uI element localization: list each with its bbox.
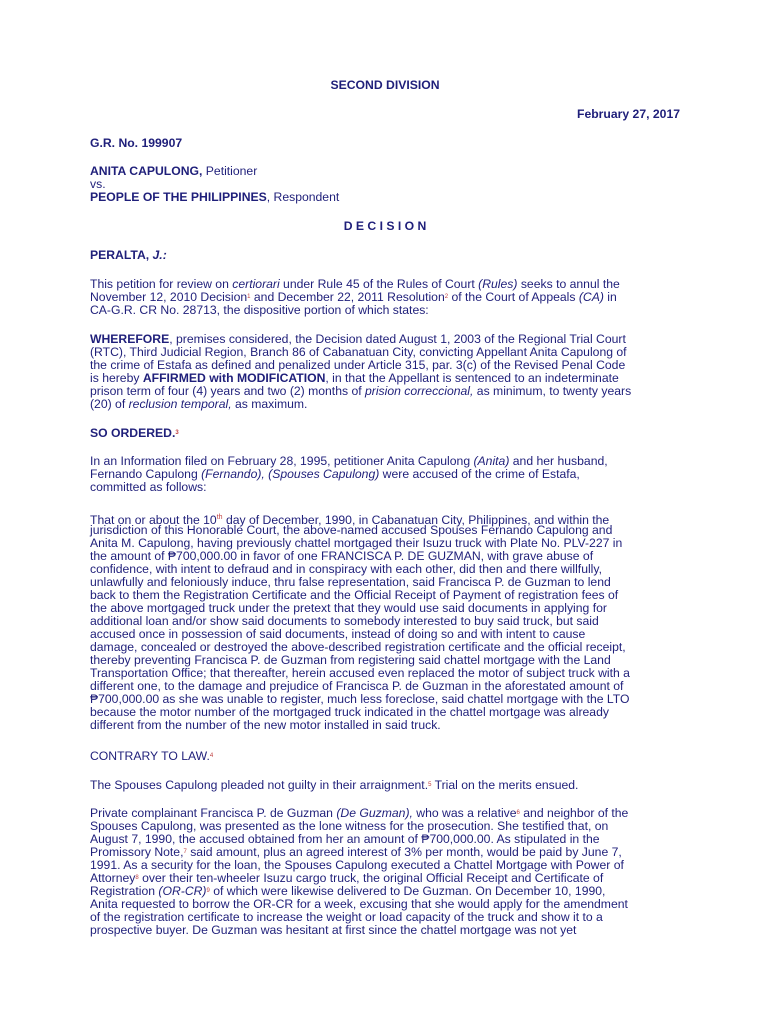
ordinal-suffix: th bbox=[216, 514, 223, 521]
text-line: prospective buyer. De Guzman was hesitant at first since the chattel mortgage was not yet bbox=[90, 923, 577, 937]
text-line: unlawfully and feloniously induce, thru false representation, said Francisca P. de Guzman to lend bbox=[90, 575, 611, 589]
petitioner-name: ANITA CAPULONG, bbox=[90, 164, 203, 178]
text-line: damage, concealed or destroyed the above-described registration certificate and the official receipt, bbox=[90, 640, 626, 654]
text-run: November 12, 2010 Decision bbox=[90, 290, 248, 304]
text-line: August 7, 1990, the accused obtained from her an amount of ₱700,000.00. As stipulated in the bbox=[90, 832, 600, 846]
text-run: Registration bbox=[90, 884, 159, 898]
text-run: Private complainant Francisca P. de Guzman bbox=[90, 806, 337, 820]
text-line: because the motor number of the mortgaged truck indicated in the chattel mortgage was already bbox=[90, 705, 609, 719]
text-run: (Anita) bbox=[473, 454, 510, 468]
footnote-link[interactable]: 4 bbox=[209, 753, 214, 759]
text-line: the amount of ₱700,000.00 in favor of one FRANCISCA P. DE GUZMAN, with grave abuse of bbox=[90, 549, 594, 563]
footnote-link[interactable]: 2 bbox=[444, 294, 449, 300]
text-run: said amount, plus an agreed interest of 3% per month, would be paid by June 7, bbox=[186, 845, 622, 859]
ponente-suffix: J.: bbox=[152, 248, 167, 262]
text-run: of which were likewise delivered to De Guzman. On December 10, 1990, bbox=[209, 884, 606, 898]
text-line: ₱700,000.00 as she was unable to register, much less foreclose, said chattel mortgage with the LTO bbox=[90, 692, 630, 706]
petitioner-role: Petitioner bbox=[205, 164, 258, 178]
text-run: under Rule 45 of the Rules of Court bbox=[279, 277, 479, 291]
arraignment-line bbox=[90, 779, 578, 792]
text-line: Anita requested to borrow the OR-CR for a week, excusing that she would apply for the amendment bbox=[90, 897, 628, 911]
text-run: This petition for review on bbox=[90, 277, 233, 291]
footnote-link[interactable]: 9 bbox=[206, 888, 210, 894]
text-run: In an Information filed on February 28, 1995, petitioner Anita Capulong bbox=[90, 454, 474, 468]
decision-date: February 27, 2017 bbox=[577, 107, 680, 121]
text-run: (OR-CR) bbox=[158, 884, 207, 898]
text-run: and neighbor of the bbox=[519, 806, 629, 820]
text-run: as maximum. bbox=[231, 397, 308, 411]
text-line: jurisdiction of this Honorable Court, the above-named accused Spouses Fernando Capulong and bbox=[90, 523, 613, 537]
text-run: The Spouses Capulong pleaded not guilty in their arraignment. bbox=[90, 778, 429, 792]
text-run: is hereby bbox=[90, 371, 143, 385]
versus-label: vs. bbox=[90, 177, 106, 191]
text-run: That on or about the 10 bbox=[90, 513, 217, 527]
text-run: reclusion temporal, bbox=[128, 397, 232, 411]
footnote-link[interactable]: 8 bbox=[135, 875, 139, 881]
text-run: Attorney bbox=[90, 871, 136, 885]
text-run: , in that the Appellant is sentenced to an indeterminate bbox=[325, 371, 619, 385]
text-run: certiorari bbox=[232, 277, 280, 291]
text-run: were accused of the crime of Estafa, bbox=[379, 467, 580, 481]
text-run: and her husband, bbox=[509, 454, 608, 468]
text-line: thereby preventing Francisca P. de Guzman from registering said chattel mortgage with the Land bbox=[90, 653, 611, 667]
gr-number: G.R. No. 199907 bbox=[90, 136, 183, 150]
respondent-name: PEOPLE OF THE PHILIPPINES bbox=[90, 190, 267, 204]
text-line: committed as follows: bbox=[90, 480, 207, 494]
text-run: and December 22, 2011 Resolution bbox=[250, 290, 445, 304]
contrary-to-law bbox=[90, 750, 213, 763]
so-ordered bbox=[90, 427, 179, 440]
division-heading: SECOND DIVISION bbox=[330, 78, 440, 92]
footnote-link[interactable]: 1 bbox=[247, 294, 251, 300]
text-run: of the Court of Appeals bbox=[448, 290, 579, 304]
text-line: accused once in possession of said documents, instead of doing so and with intent to cause bbox=[90, 627, 586, 641]
text-run: (CA) bbox=[578, 290, 604, 304]
text-line: of the registration certificate to increase the weight or load capacity of the truck and show it to a bbox=[90, 910, 603, 924]
text-line: Anita M. Capulong, having previously chattel mortgaged their Isuzu truck with Plate No. PLV-227 in bbox=[90, 536, 623, 550]
text-run: as minimum, to twenty years bbox=[473, 384, 632, 398]
respondent-role: , Respondent bbox=[266, 190, 340, 204]
text-run: Fernando Capulong bbox=[90, 467, 202, 481]
text-run: (20) of bbox=[90, 397, 129, 411]
text-run: day of December, 1990, in Cabanatuan City, Philippines, and within the bbox=[222, 513, 610, 527]
ponente bbox=[90, 249, 167, 262]
contrary-text: CONTRARY TO LAW. bbox=[90, 749, 210, 763]
text-run: who was a relative bbox=[412, 806, 517, 820]
footnote-link[interactable]: 6 bbox=[516, 810, 520, 816]
footnote-link[interactable]: 5 bbox=[428, 782, 432, 788]
text-line: Transportation Office; that thereafter, herein accused even replaced the motor of subject truck with a bbox=[90, 666, 630, 680]
ponente-name: PERALTA, bbox=[90, 248, 150, 262]
text-run: (Fernando), (Spouses Capulong) bbox=[201, 467, 380, 481]
text-line: CA-G.R. CR No. 28713, the dispositive portion of which states: bbox=[90, 303, 429, 317]
text-run: AFFIRMED with MODIFICATION bbox=[142, 371, 326, 385]
text-run: over their ten-wheeler Isuzu cargo truck, the original Official Receipt and Certificate of bbox=[138, 871, 604, 885]
footnote-link[interactable]: 3 bbox=[175, 430, 179, 436]
footnote-link[interactable]: 7 bbox=[183, 849, 187, 855]
text-line: 1991. As a security for the loan, the Spouses Capulong executed a Chattel Mortgage with Power of bbox=[90, 858, 624, 872]
petitioner-line bbox=[90, 165, 257, 178]
text-run: (De Guzman), bbox=[336, 806, 413, 820]
text-run: Promissory Note, bbox=[90, 845, 184, 859]
text-run: , premises considered, the Decision dated August 1, 2003 of the Regional Trial Court bbox=[169, 332, 626, 346]
text-run: prison term of four (4) years and two (2) months of bbox=[90, 384, 366, 398]
decision-title: D E C I S I O N bbox=[343, 219, 427, 233]
text-run: prision correccional, bbox=[365, 384, 474, 398]
text-line: back to them the Registration Certificate and the Official Receipt of Payment of registration fees of bbox=[90, 588, 619, 602]
text-line: (RTC), Third Judicial Region, Branch 86 of Cabanatuan City, convicting Appellant Anita Capulong of bbox=[90, 345, 627, 359]
text-line: Spouses Capulong, was presented as the lone witness for the prosecution. She testified that, on bbox=[90, 819, 609, 833]
text-line: additional loan and/or show said documents to somebody interested to buy said truck, but said bbox=[90, 614, 599, 628]
text-line bbox=[90, 398, 307, 411]
text-run: in bbox=[603, 290, 617, 304]
respondent-line bbox=[90, 191, 339, 204]
text-line: different from the number of the new motor installed in said truck. bbox=[90, 718, 441, 732]
text-line: the crime of Estafa as defined and penalized under Article 315, par. 3(c) of the Revised Penal Code bbox=[90, 358, 626, 372]
text-line: confidence, with intent to defraud and in conspiracy with each other, did then and there willfully, bbox=[90, 562, 602, 576]
text-line: different one, to the damage and prejudice of Francisca P. de Guzman in the aforestated amount of bbox=[90, 679, 624, 693]
text-run: Trial on the merits ensued. bbox=[431, 778, 579, 792]
text-run: (Rules) bbox=[478, 277, 518, 291]
text-run: seeks to annul the bbox=[517, 277, 620, 291]
so-ordered-text: SO ORDERED. bbox=[90, 426, 176, 440]
text-line: the above mortgaged truck under the pretext that they would use said documents in applying for bbox=[90, 601, 607, 615]
text-run: WHEREFORE bbox=[90, 332, 170, 346]
